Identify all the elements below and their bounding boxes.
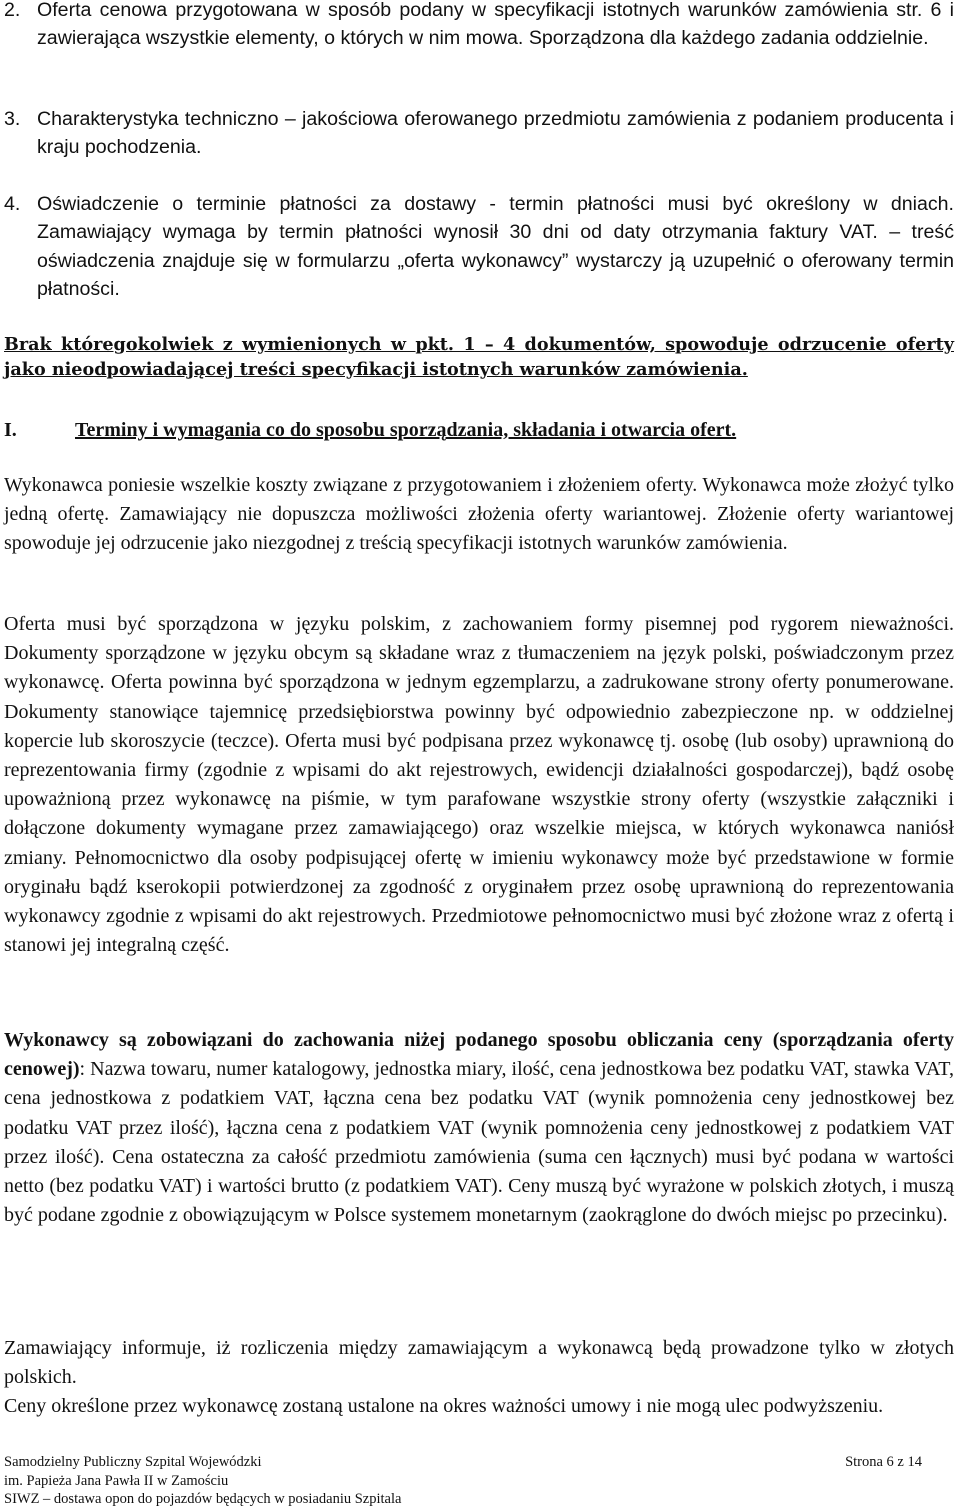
footer-hospital-patron: im. Papieża Jana Pawła II w Zamościu [4,1472,229,1489]
paragraph: Oferta musi być sporządzona w języku polskim, z zachowaniem formy pisemnej pod rygorem nieważności. Dokumenty sporządzone w języku obcym są składane wraz z tłumaczeniem na język polski, poświadczonym przez wykonawcę. Oferta powinna być sporządzona w jednym egzemplarzu, a zadrukowane strony oferty ponumerowane. Dokumenty stanowiące tajemnicę przedsiębiorstwa powinny być odpowiednio zabezpieczone np. w oddzielnej kopercie lub skoroszycie (teczce). Oferta musi być podpisana przez wykonawcę tj. osobę (lub osoby) uprawnioną do reprezentowania firmy (zgodnie z wpisami do akt rejestrowych, ewidencji działalności gospodarczej), bądź osobę upoważnioną przez wykonawcę na piśmie, w tym parafowane wszystkie strony oferty (wszystkie załączniki i dołączone dokumenty wymagane przez zamawiającego) oraz wszelkie miejsca, w których wykonawca naniósł zmiany. Pełnomocnictwo dla osoby podpisującej ofertę w imieniu wykonawcy może być przedstawione w formie oryginału bądź kserokopii potwierdzonej za zgodność z oryginałem przez osobę uprawnioną do reprezentowania wykonawcy zgodnie z wpisami do akt rejestrowych. Przedmiotowe pełnomocnictwo musi być złożone wraz z ofertą i stanowi jej integralną część. [4,613,954,957]
price-body: Nazwa towaru, numer katalogowy, jednostka miary, ilość, cena jednostkowa bez podatku VAT, stawka VAT, cena jednostkowa z podatkiem VAT, łączna cena bez podatku VAT (wynik pomnożenia ceny jednostkowej bez podatku VAT przez ilość), łączna cena z podatkiem VAT (wynik pomnożenia ceny jednostkowej z podatkiem VAT przez ilość). Cena ostateczna za całość przedmiotu zamówienia (suma cen łącznych) musi być podana w wartości netto (bez podatku VAT) i wartości brutto (z podatkiem VAT). Ceny muszą być wyrażone w polskich złotych, i muszą być podane zgodnie z obowiązującym w Polsce systemem monetarnym (zaokrąglone do dwóch miejsc po przecinku). [4,1058,955,1227]
page-footer [4,1453,922,1509]
paragraph: Ceny określone przez wykonawcę zostaną ustalone na okres ważności umowy i nie mogą ulec podwyższeniu. [4,1395,884,1417]
list-item [4,190,954,304]
price-paragraph [4,1026,954,1230]
list-number: 2. [4,0,21,21]
footer-row [4,1453,922,1472]
list-text: Charakterystyka techniczno – jakościowa oferowanego przedmiotu zamówienia z podaniem producenta i kraju pochodzenia. [37,108,954,158]
section-title: Terminy i wymagania co do sposobu sporządzania, składania i otwarcia ofert. [75,419,737,441]
list-number: 3. [4,108,21,130]
footer-hospital-name: Samodzielny Publiczny Szpital Wojewódzki [4,1454,262,1470]
price-heading: Wykonawcy są zobowiązani do zachowania niżej podanego sposobu obliczania ceny (sporządzania oferty cenowej) [4,1029,954,1081]
footer-page-number: Strona 6 z 14 [845,1454,922,1470]
list-text: Oferta cenowa przygotowana w sposób podany w specyfikacji istotnych warunków zamówienia str. 6 i zawierająca wszystkie elementy, o których w nim mowa. Sporządzona dla każdego zadania oddzielnie. [37,0,954,49]
section-heading [4,416,954,444]
warning-text: Brak któregokolwiek z wymienionych w pkt. 1 – 4 dokumentów, spowoduje odrzucenie oferty jako nieodpowiadającej treści specyfikacji istotnych warunków zamówienia. [4,334,954,380]
footer-document-title: SIWZ – dostawa opon do pojazdów będących w posiadaniu Szpitala [4,1491,402,1508]
list-number: 4. [4,193,21,215]
paragraph: Zamawiający informuje, iż rozliczenia między zamawiającym a wykonawcą będą prowadzone tylko w złotych polskich. [4,1337,954,1389]
price-colon: : [79,1058,86,1081]
list-item [4,106,954,161]
section-number: I. [4,419,17,441]
list-item [4,0,954,52]
list-text: Oświadczenie o terminie płatności za dostawy - termin płatności musi być określony w dniach. Zamawiający wymaga by termin płatności wynosił 30 dni od daty otrzymania faktury VAT. – treść oświadczenia znajduje się w formularzu „oferta wykonawcy” wystarczy ją uzupełnić o oferowany termin płatności. [37,193,954,301]
paragraph: Wykonawca poniesie wszelkie koszty związane z przygotowaniem i złożeniem oferty. Wykonawca może złożyć tylko jedną ofertę. Zamawiający nie dopuszcza możliwości złożenia oferty wariantowej. Złożenie oferty wariantowej spowoduje jej odrzucenie jako niezgodnej z treścią specyfikacji istotnych warunków zamówienia. [4,474,954,555]
